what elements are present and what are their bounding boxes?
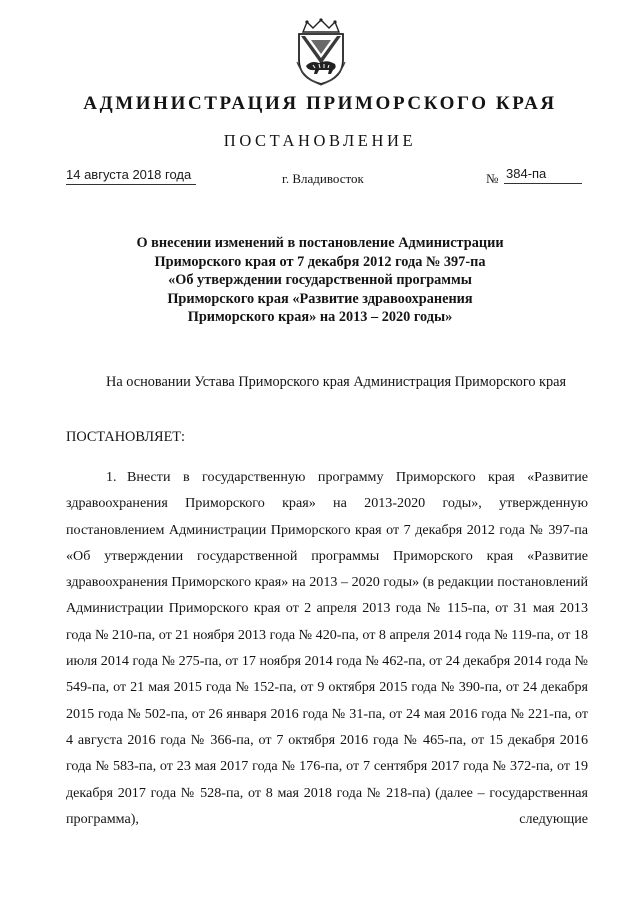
document-city: г. Владивосток (282, 171, 364, 186)
document-number-label: № (486, 171, 499, 186)
document-subject (100, 234, 540, 327)
subject-line: Приморского края от 7 декабря 2012 года № 397-па (154, 253, 486, 270)
subject-line: О внесении изменений в постановление Администрации (136, 235, 504, 251)
document-date: 14 августа 2018 года (66, 167, 196, 185)
subject-line: «Об утверждении государственной программы (168, 272, 472, 289)
primorsky-krai-coat-of-arms-icon (289, 18, 353, 86)
document-number: 384-па (504, 166, 582, 184)
organization-title: АДМИНИСТРАЦИЯ ПРИМОРСКОГО КРАЯ (83, 93, 557, 114)
document-type: ПОСТАНОВЛЕНИЕ (223, 131, 417, 150)
subject-line: Приморского края» на 2013 – 2020 годы» (187, 309, 453, 326)
subject-line: Приморского края «Развитие здравоохранения (167, 290, 473, 307)
decree-heading: ПОСТАНОВЛЯЕТ: (66, 429, 186, 445)
basis-text: На основании Устава Приморского края Администрация Приморского края (106, 374, 567, 390)
paragraph-text: Внести в государственную программу Приморского края «Развитие здравоохранения Приморского края» на 2013-2020 годы», утвержденную постановлением Администрации Приморского края от 7 декабря 2012 года № 397-па «Об утверждении государственной программы Приморского края «Развитие здравоохранения Приморского края» на 2013 – 2020 годы» (в редакции постановлений Администрации Приморского края от 2 апреля 2013 года № 115-па, от 31 мая 2013 года № 210-па, от 21 ноября 2013 года № 420-па, от 8 апреля 2014 года № 119-па, от 18 июля 2014 года № 275-па, от 17 ноября 2014 года № 462-па, от 24 декабря 2014 года № 549-па, от 21 мая 2015 года № 152-па, от 9 октября 2015 года № 390-па, от 24 декабря 2015 года № 502-па, от 26 января 2016 года № 31-па, от 24 мая 2016 года № 221-па, от 4 августа 2016 года № 366-па, от 7 октября 2016 года № 465-па, от 15 декабря 2016 года № 583-па, от 23 мая 2017 года № 176-па, от 7 сентября 2017 года № 372-па, от 19 декабря 2017 года № 528-па, от 8 мая 2018 года № 218-па) (далее – государственная программа), следующие (66, 469, 588, 827)
paragraph-1 (66, 464, 588, 832)
paragraph-number: 1. (106, 469, 117, 485)
